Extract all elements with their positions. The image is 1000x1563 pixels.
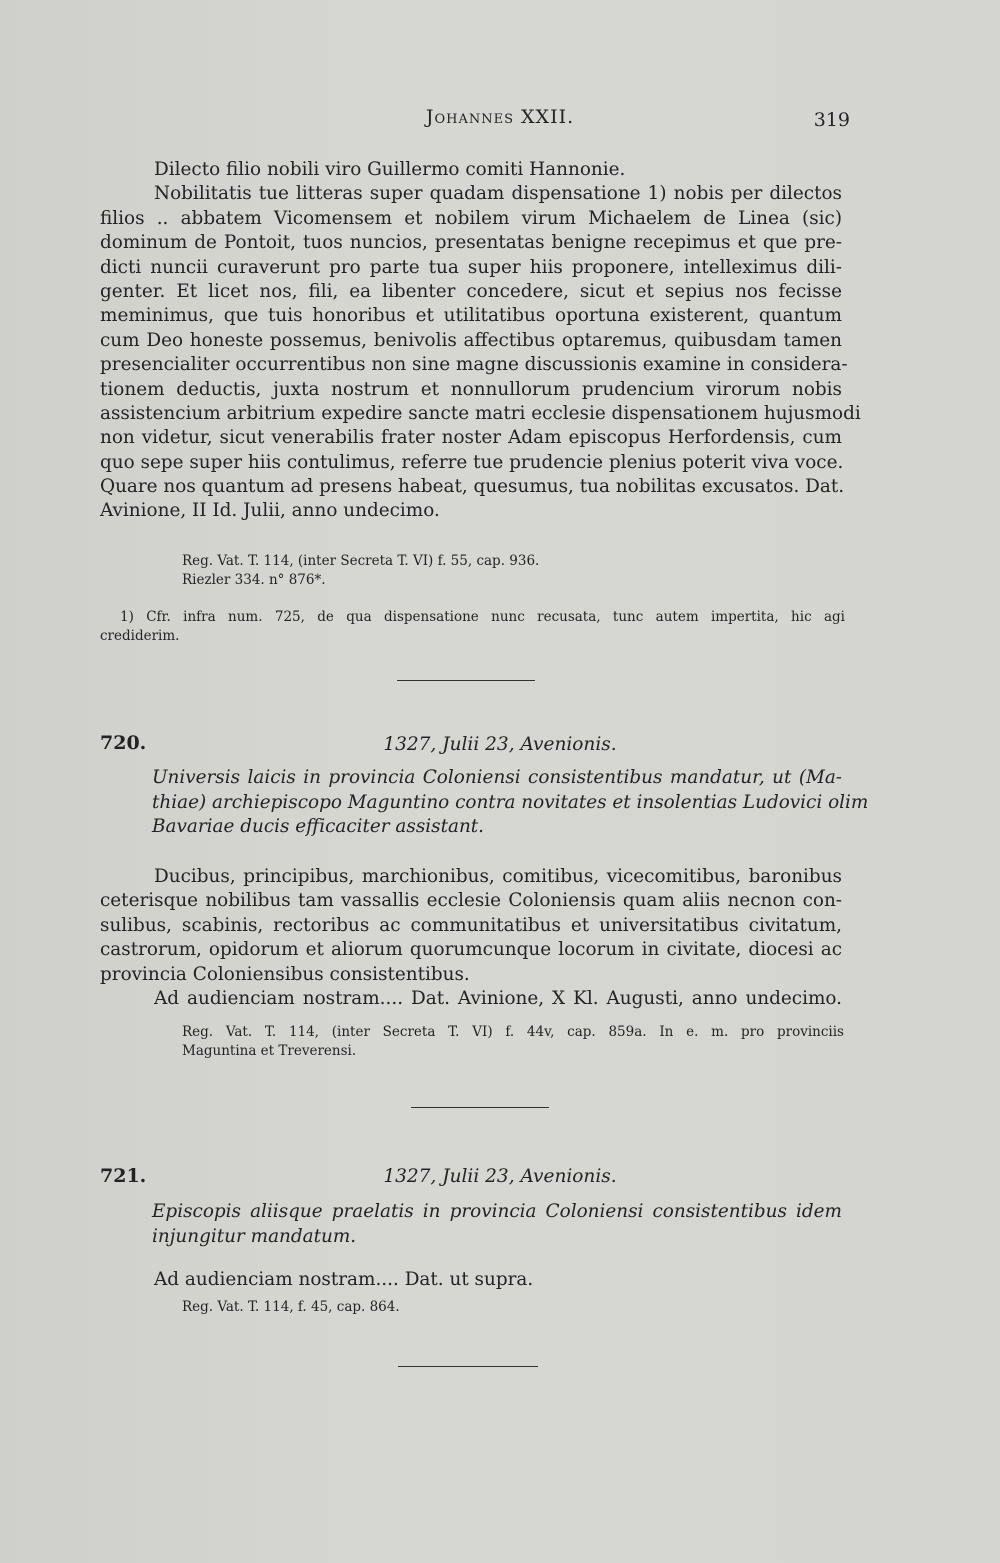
doc721-source-register: Reg. Vat. T. 114, f. 45, cap. 864. xyxy=(182,1299,400,1315)
doc720-body xyxy=(100,865,842,1011)
doc720-line: castrorum, opidorum et aliorum quorumcunque locorum in civitate, diocesi ac xyxy=(100,939,842,961)
footnote-line: 1) Cfr. infra num. 725, de qua dispensatione nunc recusata, tunc autem impertita, hic agi xyxy=(120,609,845,625)
doc719-line: tionem deductis, juxta nostrum et nonnullorum prudencium virorum nobis xyxy=(100,378,842,400)
doc720-source-note: Maguntina et Treverensi. xyxy=(182,1043,357,1059)
doc719-line: Avinione, II Id. Julii, anno undecimo. xyxy=(100,500,440,522)
section-divider xyxy=(398,1366,538,1367)
doc719-line: non videtur, sicut venerabilis frater noster Adam episcopus Herfordensis, cum xyxy=(100,427,842,449)
doc720-line: Ad audienciam nostram.... Dat. Avinione, X Kl. Augusti, anno undecimo. xyxy=(154,987,842,1009)
doc720-source-register: Reg. Vat. T. 114, (inter Secreta T. VI) f. 44v, cap. 859a. In e. m. pro provinciis xyxy=(182,1024,844,1040)
doc720-line: sulibus, scabinis, rectoribus ac communitatibus et universitatibus civitatum, xyxy=(100,914,842,936)
doc719-line: quo sepe super hiis contulimus, referre tue prudencie plenius poterit viva voce. xyxy=(100,451,844,473)
summary-line: Episcopis aliisque praelatis in provincia Coloniensi consistentibus idem xyxy=(152,1201,842,1222)
summary-line: thiae) archiepiscopo Maguntino contra novitates et insolentias Ludovici olim xyxy=(152,791,869,813)
doc720-sources xyxy=(182,1023,844,1061)
doc719-line: presencialiter occurrentibus non sine magne discussionis examine in considera- xyxy=(100,354,848,376)
doc719-line: genter. Et licet nos, fili, ea libenter concedere, sicut et sepius nos fecisse xyxy=(100,280,842,302)
doc720-line: ceterisque nobilibus tam vassallis ecclesie Coloniensis quam aliis necnon con- xyxy=(100,890,842,912)
doc719-line: Nobilitatis tue litteras super quadam dispensatione 1) nobis per dilectos xyxy=(154,183,842,205)
footnote-line: crediderim. xyxy=(100,628,180,644)
doc719-source-riezler: Riezler 334. n° 876*. xyxy=(182,572,326,588)
doc721-sources xyxy=(182,1298,400,1317)
doc720-line: provincia Coloniensibus consistentibus. xyxy=(100,963,470,985)
doc721-date: 1327, Julii 23, Avenionis. xyxy=(383,1166,617,1187)
summary-line: injungitur mandatum. xyxy=(152,1225,357,1247)
doc719-source-register: Reg. Vat. T. 114, (inter Secreta T. VI) f. 55, cap. 936. xyxy=(182,553,540,569)
doc719-line: assistencium arbitrium expedire sancte matri ecclesie dispensationem hujusmodi xyxy=(100,402,861,424)
doc719-line: meminimus, que tuis honoribus et utilitatibus oportuna existerent, quantum xyxy=(100,305,842,327)
doc720-date: 1327, Julii 23, Avenionis. xyxy=(383,734,617,755)
doc719-line: filios .. abbatem Vicomensem et nobilem virum Michaelem de Linea (sic) xyxy=(100,207,842,229)
page-number: 319 xyxy=(813,109,850,131)
doc719-line-address: Dilecto filio nobili viro Guillermo comiti Hannonie. xyxy=(154,159,626,180)
doc721-line: Ad audienciam nostram.... Dat. ut supra. xyxy=(154,1269,534,1290)
doc720-summary xyxy=(152,766,869,840)
doc719-line: Quare nos quantum ad presens habeat, quesumus, tua nobilitas excusatos. Dat. xyxy=(100,476,845,498)
doc720-line: Ducibus, principibus, marchionibus, comitibus, vicecomitibus, baronibus xyxy=(154,866,842,887)
section-divider xyxy=(411,1107,549,1108)
running-header-title: Johannes XXII. xyxy=(425,106,575,128)
doc719-line: dominum de Pontoit, tuos nuncios, presentatas benigne recepimus et que pre- xyxy=(100,232,842,254)
doc721-body xyxy=(100,1268,842,1292)
summary-line: Bavariae ducis efficaciter assistant. xyxy=(152,816,485,838)
doc719-line: dicti nuncii curaverunt pro parte tua super hiis proponere, intelleximus dili- xyxy=(100,256,842,278)
doc719-footnote xyxy=(100,608,845,646)
doc721-number: 721. xyxy=(100,1165,147,1187)
summary-line: Universis laicis in provincia Coloniensi consistentibus mandatur, ut (Ma- xyxy=(152,767,842,788)
doc719-body xyxy=(100,158,861,524)
doc721-summary xyxy=(152,1200,842,1249)
section-divider xyxy=(397,680,535,681)
doc719-sources xyxy=(182,552,539,590)
doc720-number: 720. xyxy=(100,732,147,754)
doc719-line: cum Deo honeste possemus, benivolis affectibus optaremus, quibusdam tamen xyxy=(100,329,842,351)
